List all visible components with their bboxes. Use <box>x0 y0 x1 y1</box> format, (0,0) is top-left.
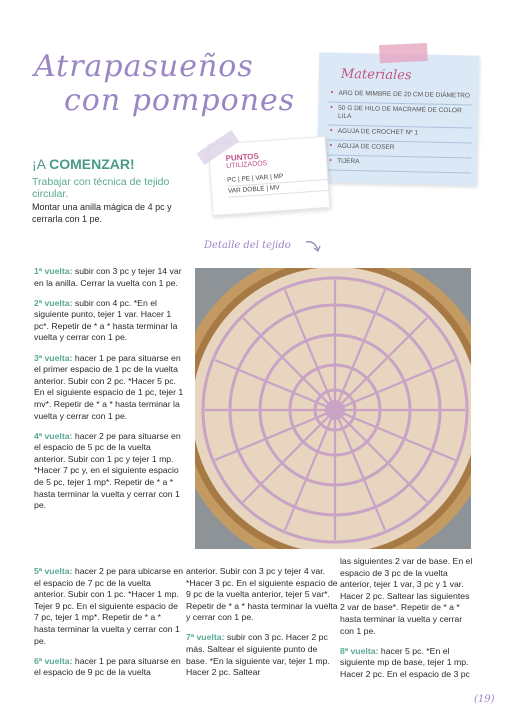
curved-arrow-icon <box>304 236 324 256</box>
stitches-heading: PUNTOS <box>225 151 260 163</box>
materials-item: • 50 G DE HILO DE MACRAMÉ DE COLOR LILA <box>328 103 472 129</box>
materials-item: • TIJERA <box>327 156 471 174</box>
round-3: 3ª vuelta: hacer 1 pe para situarse en el primer espacio de 1 pc de la vuelta anterior. Subir con 2 pc. *Hacer 5 pc. En el siguiente espacio de 1 pc, tejer 1 mv*. Repetir de * a * hasta terminar la vuelta y cerrar con 1 pe. <box>34 352 184 421</box>
instructions-column-2 <box>186 566 338 687</box>
round-7-continued: las siguientes 2 var de base. En el espacio de 3 pc de la vuelta anterior, tejer 1 var, 3 pc y 1 var. Hacer 2 pc. Saltear las siguientes 2 var de base*. Repetir de * a * hasta terminar la vuelta y cerrar con 1 pe. <box>340 556 473 636</box>
round-1: 1ª vuelta: subir con 3 pc y tejer 14 var en la anilla. Cerrar la vuelta con 1 pe. <box>34 266 182 288</box>
round-6-continued: anterior. Subir con 3 pc y tejer 4 var. *Hacer 3 pc. En el siguiente espacio de 9 pc de la vuelta anterior, tejer 5 var*. Repetir de * a * hasta terminar la vuelta y cerrar con 1 pe. <box>186 566 338 623</box>
stitches-line: VAR DOBLE | MV <box>228 180 329 198</box>
instructions-column-3 <box>340 556 476 689</box>
materials-item: • ARO DE MIMBRE DE 20 CM DE DIÁMETRO <box>328 88 472 106</box>
round-5: 5ª vuelta: hacer 2 pe para ubicarse en el espacio de 7 pc de la vuelta anterior. Subir con 1 pc. *Hacer 1 mp. Tejer 9 pc. En el siguiente espacio de 7 pc, tejer 1 mp*. Repetir de * a * hasta terminar la vuelta y cerrar con 1 pe. <box>34 566 184 646</box>
instructions-column-1-lower <box>34 566 184 687</box>
title-line-1: Atrapasueños <box>34 49 254 84</box>
begin-heading: ¡A COMENZAR! <box>32 156 135 172</box>
round-6: 6ª vuelta: hacer 1 pe para situarse en el espacio de 9 pc de la vuelta <box>34 655 181 678</box>
stitches-note <box>208 136 331 216</box>
stitches-line: PC | PE | VAR | MP <box>227 169 328 187</box>
round-7: 7ª vuelta: subir con 3 pc. Hacer 2 pc más. Saltear el siguiente punto de base. *En la siguiente var, tejer 1 mp. Hacer 2 pc. Saltear <box>186 632 330 678</box>
materials-note <box>317 52 480 185</box>
tape-decoration <box>379 43 428 63</box>
crochet-detail-photo <box>195 268 471 549</box>
materials-item: • AGUJA DE CROCHET Nº 1 <box>328 126 472 144</box>
round-8: 8ª vuelta: hacer 5 pc. *En el siguiente mp de base, tejer 1 mp. Hacer 2 pc. En el espacio de 3 pc <box>340 645 470 679</box>
instructions-column-1 <box>34 266 184 520</box>
page-title <box>34 50 295 118</box>
round-2: 2ª vuelta: subir con 4 pc. *En el siguiente punto, tejer 1 var. Hacer 1 pc*. Repetir de * a * hasta terminar la vuelta y cerrar con 1 pe. <box>34 297 178 343</box>
materials-item: • AGUJA DE COSER <box>327 141 471 159</box>
page-number: (19) <box>474 694 495 705</box>
technique-note: Trabajar con técnica de tejido circular. <box>32 176 170 200</box>
stitches-subheading: UTILIZADOS <box>225 160 268 170</box>
doily-illustration <box>195 268 471 549</box>
materials-list <box>327 88 473 174</box>
intro-text: Montar una anilla mágica de 4 pc y cerrarla con 1 pe. <box>32 202 172 224</box>
materials-heading: Materiales <box>340 66 412 84</box>
begin-section <box>32 156 182 225</box>
round-4: 4ª vuelta: hacer 2 pe para situarse en el espacio de 5 pc de la vuelta anterior. Subir con 1 pc y tejer 1 mp. *Hacer 7 pc y, en el siguiente espacio de 5 pc, tejer 1 mp*. Repetir de * a * hasta terminar la vuelta y cerrar con 1 pe. <box>34 430 181 511</box>
title-line-2: con pompones <box>64 83 296 118</box>
detail-label: Detalle del tejido <box>204 240 291 251</box>
